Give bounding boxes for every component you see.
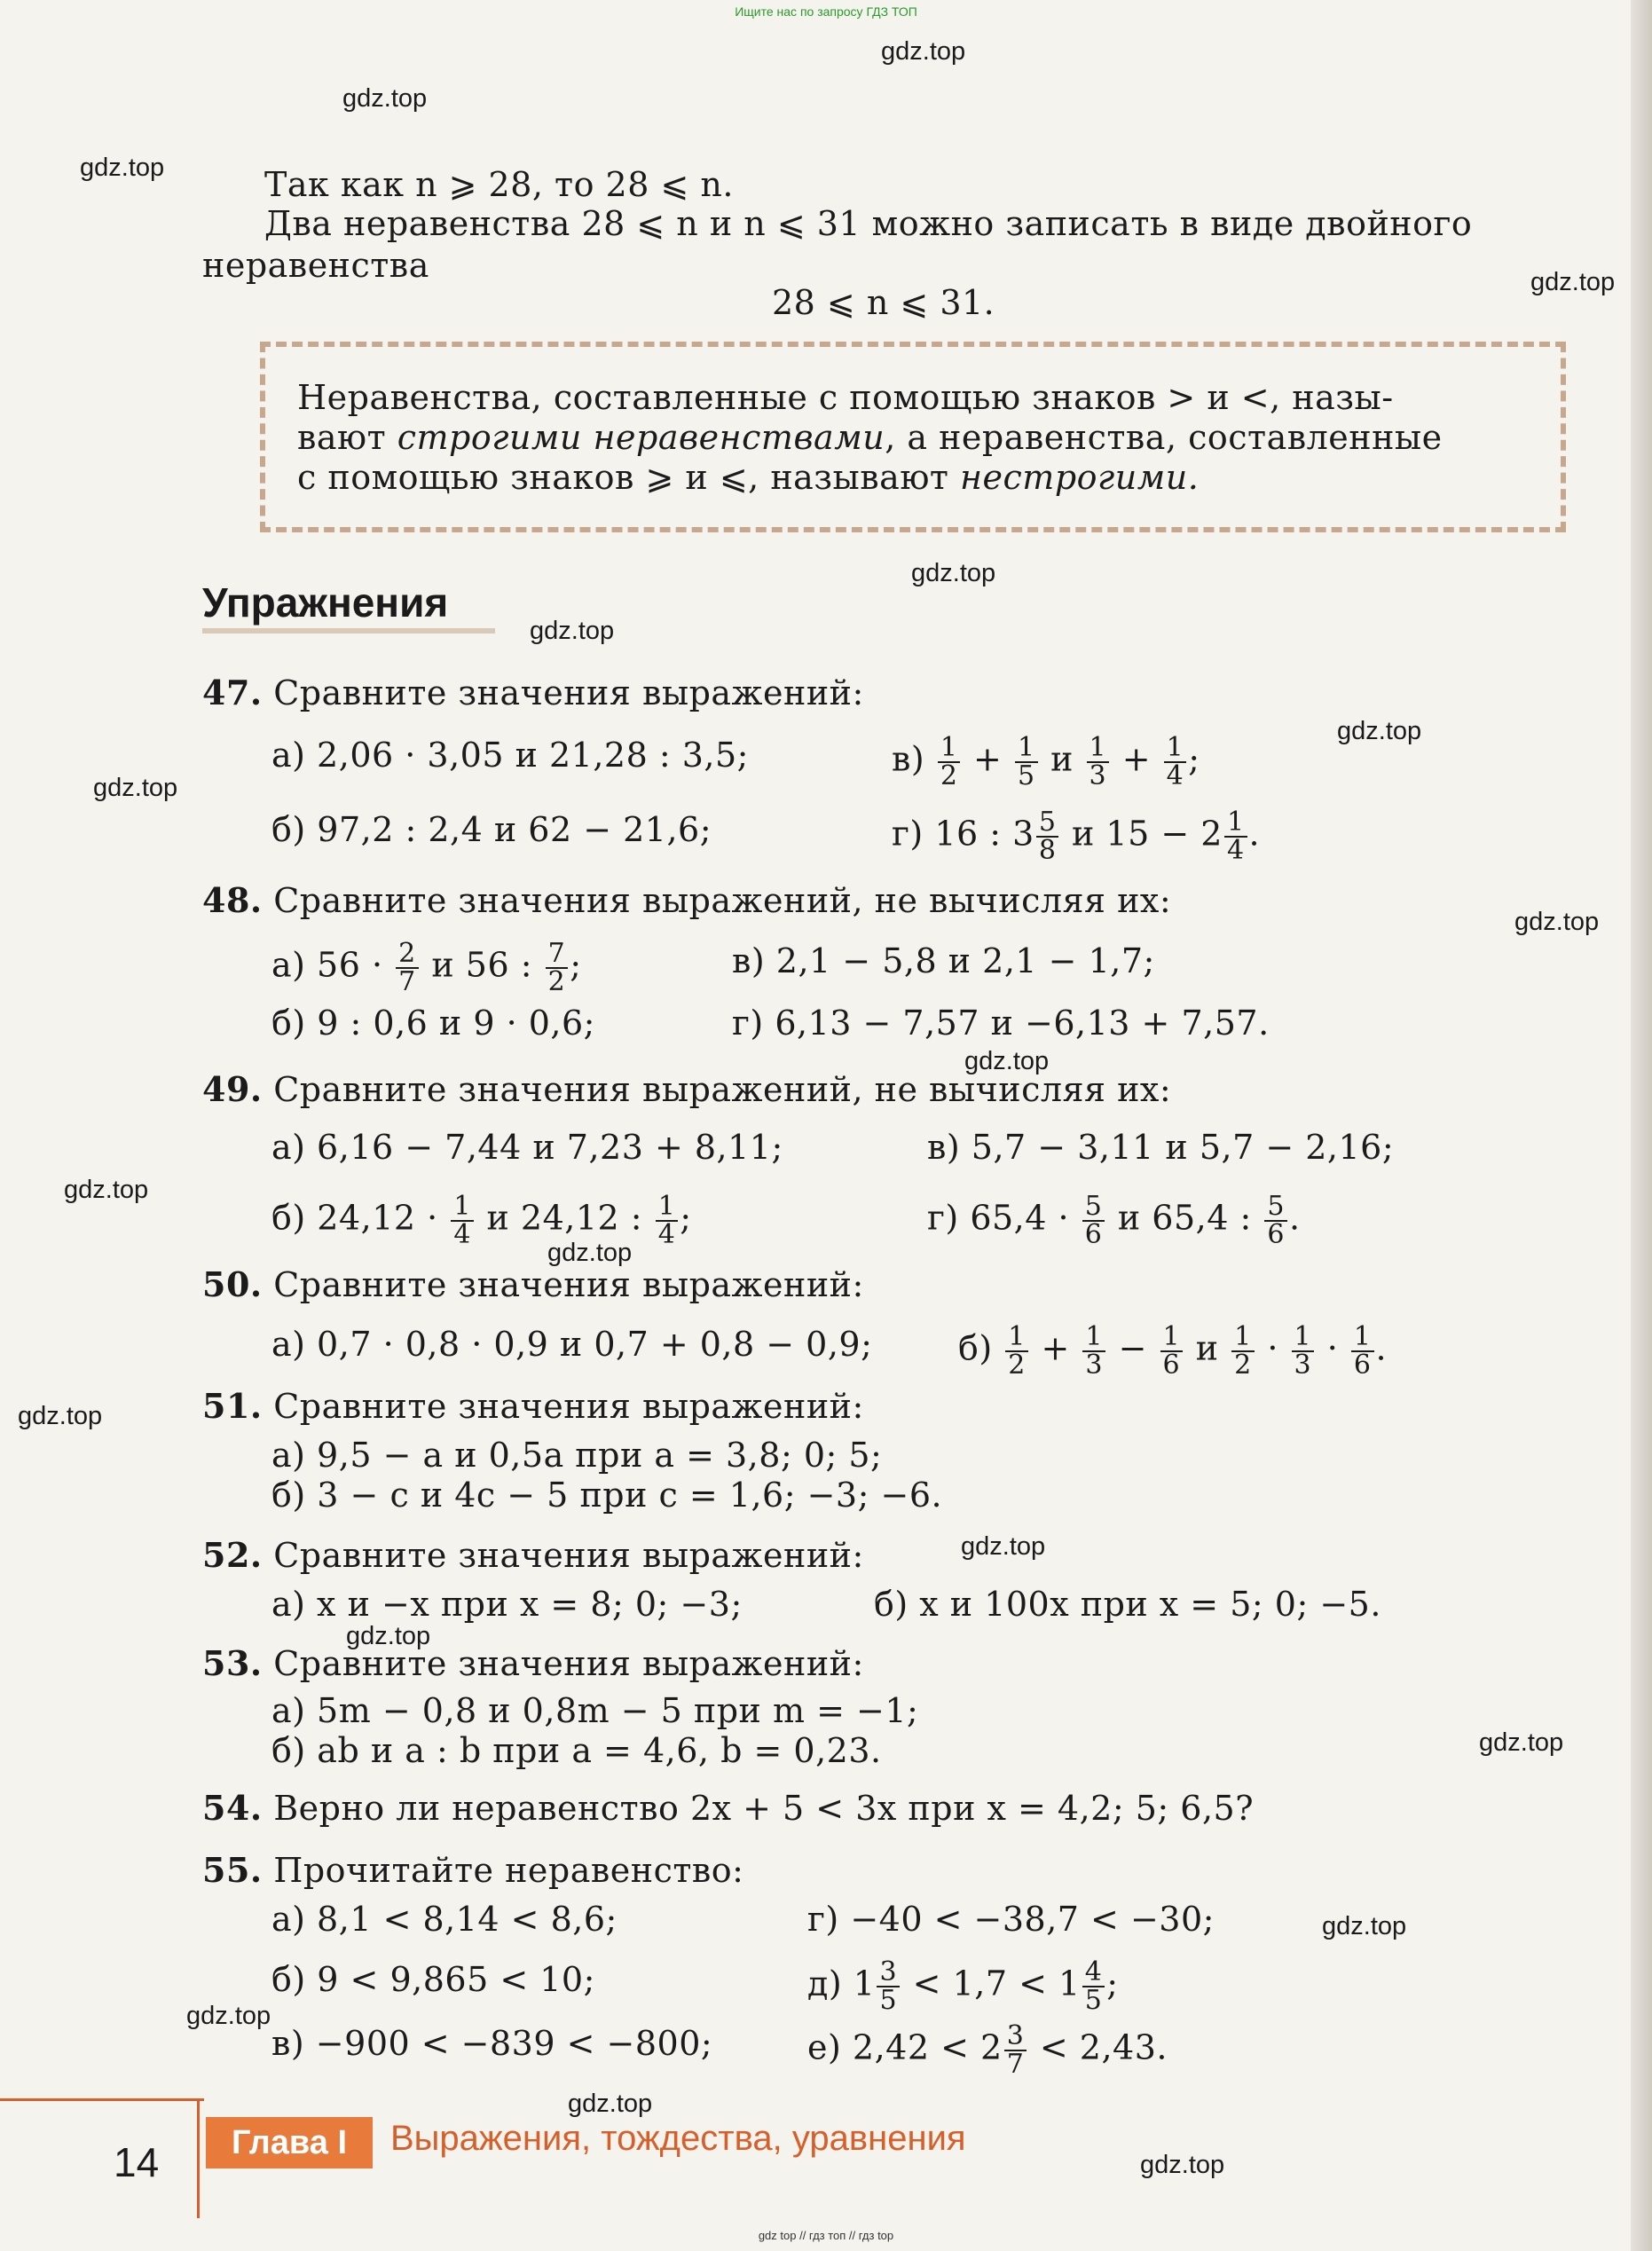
top-banner-note: Ищите нас по запросу ГДЗ ТОП: [735, 4, 917, 19]
footer-divider: [197, 2098, 200, 2218]
exercise-47-title: 47. Сравните значения выражений:: [202, 673, 864, 712]
watermark: gdz.top: [1514, 908, 1600, 936]
intro-line: Два неравенства 28 ⩽ n и n ⩽ 31 можно записать в виде двойного: [264, 204, 1473, 243]
exercise-49-g: г) 65,4 · $\frac{5}{6}$ и 65,4 : $\frac{5}{6}$ .: [927, 1191, 1301, 1250]
exercise-48-a: а) 56 · $\frac{2}{7}$ и 56 : $\frac{7}{2}$ ;: [271, 938, 582, 997]
chapter-title: Выражения, тождества, уравнения: [390, 2119, 966, 2158]
exercise-48-g: г) 6,13 − 7,57 и −6,13 + 7,57.: [732, 1004, 1270, 1043]
intro-line: неравенства: [202, 246, 429, 285]
exercise-49-a: а) 6,16 − 7,44 и 7,23 + 8,11;: [271, 1128, 783, 1167]
watermark: gdz.top: [1322, 1912, 1407, 1940]
exercise-55-e: е) 2,42 < 2 $\frac{3}{7}$ < 2,43.: [807, 2020, 1168, 2080]
exercise-52-a: а) x и −x при x = 8; 0; −3;: [271, 1585, 743, 1624]
watermark: gdz.top: [568, 2090, 653, 2118]
exercise-47-b: б) 97,2 : 2,4 и 62 − 21,6;: [271, 810, 712, 849]
watermark: gdz.top: [964, 1047, 1050, 1075]
exercise-49-b: б) 24,12 · $\frac{1}{4}$ и 24,12 : $\frac{1}{4}$ ;: [271, 1191, 692, 1250]
definition-line: Неравенства, составленные с помощью знаков > и <, назы-: [297, 378, 1394, 417]
watermark: gdz.top: [961, 1532, 1046, 1561]
watermark: gdz.top: [1337, 717, 1422, 745]
watermark: gdz.top: [1479, 1728, 1564, 1757]
exercise-52-b: б) x и 100x при x = 5; 0; −5.: [874, 1585, 1381, 1624]
exercise-55-d: д) 1 $\frac{3}{5}$ < 1,7 < 1 $\frac{4}{5}$ ;: [807, 1956, 1119, 2016]
exercise-55-v: в) −900 < −839 < −800;: [271, 2024, 713, 2063]
watermark: gdz.top: [530, 617, 615, 645]
exercise-53-b: б) ab и a : b при a = 4,6, b = 0,23.: [271, 1731, 882, 1770]
watermark: gdz.top: [93, 774, 178, 802]
page-edge-shadow: [1631, 0, 1652, 2251]
footer-rule: [0, 2098, 204, 2101]
exercise-51-a: а) 9,5 − a и 0,5a при a = 3,8; 0; 5;: [271, 1436, 883, 1475]
watermark: gdz.top: [18, 1402, 103, 1430]
exercise-55-a: а) 8,1 < 8,14 < 8,6;: [271, 1900, 618, 1939]
exercise-54-title: 54. Верно ли неравенство 2x + 5 < 3x при x = 4,2; 5; 6,5?: [202, 1788, 1255, 1828]
watermark: gdz.top: [64, 1176, 149, 1204]
watermark: gdz.top: [186, 2002, 271, 2030]
watermark: gdz.top: [346, 1622, 431, 1650]
exercise-51-b: б) 3 − c и 4c − 5 при c = 1,6; −3; −6.: [271, 1476, 943, 1515]
chapter-badge: Глава I: [206, 2117, 373, 2168]
exercise-49-title: 49. Сравните значения выражений, не вычисляя их:: [202, 1069, 1172, 1109]
watermark: gdz.top: [911, 559, 996, 587]
exercise-47-a: а) 2,06 · 3,05 и 21,28 : 3,5;: [271, 736, 749, 775]
watermark: gdz.top: [1530, 268, 1616, 296]
definition-line: с помощью знаков ⩾ и ⩽, называют нестрогими.: [297, 458, 1200, 497]
exercise-53-title: 53. Сравните значения выражений:: [202, 1643, 864, 1683]
exercise-51-title: 51. Сравните значения выражений:: [202, 1386, 864, 1426]
watermark: gdz.top: [342, 84, 428, 113]
watermark: gdz.top: [881, 37, 966, 66]
exercise-47-v: в) $\frac{1}{2}$ + $\frac{1}{5}$ и $\frac{1}{3}$ + $\frac{1}{4}$ ;: [892, 732, 1200, 791]
exercise-49-v: в) 5,7 − 3,11 и 5,7 − 2,16;: [927, 1128, 1395, 1167]
exercise-55-b: б) 9 < 9,865 < 10;: [271, 1960, 595, 1999]
watermark: gdz.top: [1140, 2151, 1225, 2179]
exercise-48-b: б) 9 : 0,6 и 9 · 0,6;: [271, 1004, 595, 1043]
watermark: gdz.top: [547, 1239, 633, 1267]
exercise-55-title: 55. Прочитайте неравенство:: [202, 1850, 744, 1890]
section-title: Упражнения: [202, 579, 449, 626]
definition-line: вают строгими неравенствами, а неравенства, составленные: [297, 418, 1443, 457]
exercise-52-title: 52. Сравните значения выражений:: [202, 1535, 864, 1575]
exercise-48-v: в) 2,1 − 5,8 и 2,1 − 1,7;: [732, 941, 1155, 980]
watermark: gdz.top: [80, 153, 165, 182]
intro-double-inequality: 28 ⩽ n ⩽ 31.: [772, 283, 995, 322]
exercise-53-a: а) 5m − 0,8 и 0,8m − 5 при m = −1;: [271, 1691, 919, 1730]
section-underline: [202, 628, 495, 634]
exercise-50-title: 50. Сравните значения выражений:: [202, 1264, 864, 1304]
intro-line: Так как n ⩾ 28, то 28 ⩽ n.: [264, 165, 734, 204]
exercise-55-g: г) −40 < −38,7 < −30;: [807, 1900, 1215, 1939]
bottom-banner-note: gdz top // гдз топ // гдз top: [758, 2229, 894, 2242]
exercise-48-title: 48. Сравните значения выражений, не вычисляя их:: [202, 880, 1172, 920]
exercise-50-a: а) 0,7 · 0,8 · 0,9 и 0,7 + 0,8 − 0,9;: [271, 1325, 873, 1364]
page-number: 14: [114, 2139, 160, 2185]
exercise-50-b: б) $\frac{1}{2}$ + $\frac{1}{3}$ − $\frac{1}{6}$ и $\frac{1}{2}$ · $\frac{1}{3}$ · $\frac{1}{6}$ .: [958, 1321, 1388, 1381]
exercise-47-g: г) 16 : 3 $\frac{5}{8}$ и 15 − 2 $\frac{1}{4}$ .: [892, 807, 1261, 866]
